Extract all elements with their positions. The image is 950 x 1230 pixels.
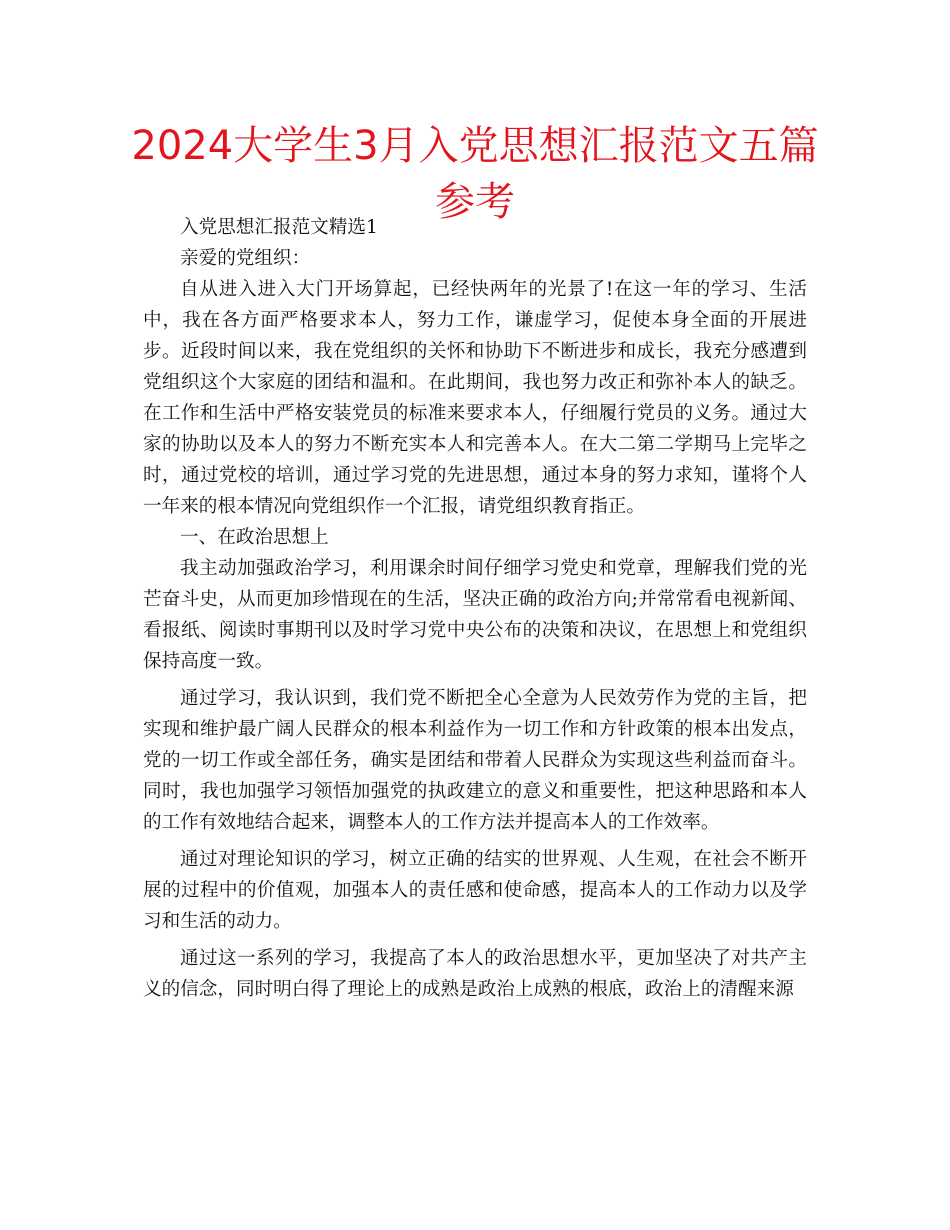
body-paragraph: 我主动加强政治学习，利用课余时间仔细学习党史和党章，理解我们党的光芒奋斗史，从而更加珍惜现在的生活，坚决正确的政治方向;并常常看电视新闻、看报纸、阅读时事期刊以及时学习党中央公布的决策和决议，在思想上和党组织保持高度一致。 bbox=[143, 558, 807, 672]
body-paragraph: 通过这一系列的学习，我提高了本人的政治思想水平，更加坚决了对共产主义的信念，同时明白得了理论上的成熟是政治上成熟的根底，政治上的清醒来源 bbox=[143, 948, 807, 1000]
body-paragraph: 通过学习，我认识到，我们党不断把全心全意为人民效劳作为党的主旨，把实现和维护最广阔人民群众的根本利益作为一切工作和方针政策的根本出发点，党的一切工作或全部任务，确实是团结和带着人民群众为实现这些利益而奋斗。同时，我也加强学习领悟加强党的执政建立的意义和重要性，把这种思路和本人的工作有效地结合起来，调整本人的工作方法并提高本人的工作效率。 bbox=[143, 688, 807, 833]
document-body bbox=[143, 212, 807, 1005]
document-title: 2024大学生3月入党思想汇报范文五篇参考 bbox=[131, 123, 819, 225]
section-heading: 入党思想汇报范文精选1 bbox=[180, 217, 378, 238]
salutation: 亲爱的党组织： bbox=[180, 248, 311, 269]
subsection-heading: 一、在政治思想上 bbox=[180, 527, 329, 548]
body-paragraph: 自从进入进入大门开场算起，已经快两年的光景了!在这一年的学习、生活中，我在各方面严格要求本人，努力工作，谦虚学习，促使本身全面的开展进步。近段时间以来，我在党组织的关怀和协助下不断进步和成长，我充分感遭到党组织这个大家庭的团结和温和。在此期间，我也努力改正和弥补本人的缺乏。在工作和生活中严格安装党员的标准来要求本人，仔细履行党员的义务。通过大家的协助以及本人的努力不断充实本人和完善本人。在大二第二学期马上完毕之时，通过党校的培训，通过学习党的先进思想，通过本身的努力求知，谨将个人一年来的根本情况向党组织作一个汇报，请党组织教育指正。 bbox=[143, 279, 807, 517]
body-paragraph: 通过对理论知识的学习，树立正确的结实的世界观、人生观，在社会不断开展的过程中的价值观，加强本人的责任感和使命感，提高本人的工作动力以及学习和生活的动力。 bbox=[143, 849, 807, 932]
